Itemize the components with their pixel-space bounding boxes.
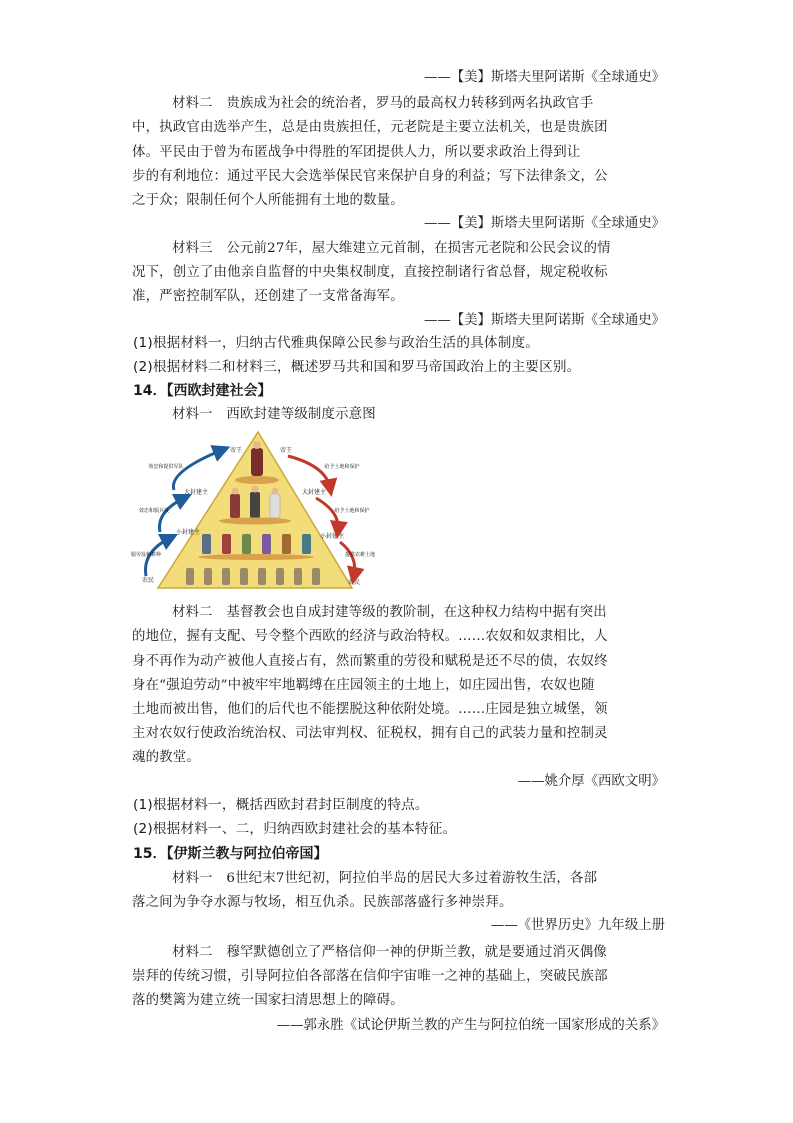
material-text-line: 落之间为争夺水源与牧场，相互仇杀。民族部落盛行多神崇拜。 <box>132 895 513 910</box>
tier-label: 帝王 <box>230 447 243 454</box>
source-citation: ——《世界历史》九年级上册 <box>490 918 665 933</box>
material-text-line: 准，严密控制军队，还创建了一支常备海军。 <box>132 289 404 304</box>
section-heading: 15．【伊斯兰教与阿拉伯帝国】 <box>133 846 328 862</box>
material-text-line: 主对农奴行使政治统治权、司法审判权、征税权，拥有自己的武装力量和控制灵 <box>132 726 608 741</box>
question-item: (1)根据材料一，概括西欧封君封臣制度的特点。 <box>133 797 429 813</box>
material-text-line: 的地位，握有支配、号令整个西欧的经济与政治特权。……农奴和奴隶相比，人 <box>132 629 608 644</box>
material-text-line: 土地而被出售，他们的后代也不能摆脱这种依附处境。……庄园是独立城堡，领 <box>132 702 608 717</box>
arrow-label: 服劳役和耕种 <box>130 552 162 558</box>
material-text-line: 身不再作为动产被他人直接占有，然而繁重的劳役和赋税是还不尽的债，农奴终 <box>132 654 608 669</box>
arrow-up-left <box>173 450 222 490</box>
source-citation: ——【美】斯塔夫里阿诺斯《全球通史》 <box>423 313 665 328</box>
arrow-label: 效忠和提供军队 <box>148 464 184 470</box>
source-citation: ——【美】斯塔夫里阿诺斯《全球通史》 <box>423 216 665 231</box>
source-citation: ——郭永胜《试论伊斯兰教的产生与阿拉伯统一国家形成的关系》 <box>276 1018 665 1033</box>
tier-label: 帝王 <box>280 447 293 454</box>
feudal-hierarchy-diagram <box>130 428 376 598</box>
material-text-line: 崇拜的传统习惯，引导阿拉伯各部落在信仰宇宙唯一之神的基础上，突破民族部 <box>132 969 608 984</box>
material-text-line: 步的有利地位：通过平民大会选举保民官来保护自身的利益；写下法律条文，公 <box>132 169 608 184</box>
arrow-down-right <box>316 498 338 530</box>
source-citation: ——【美】斯塔夫里阿诺斯《全球通史》 <box>423 70 665 85</box>
material-title: 材料一 西欧封建等级制度示意图 <box>172 407 376 422</box>
tier-label: 大封建主 <box>302 489 327 496</box>
tier-label: 大封建主 <box>184 489 209 496</box>
tier-label: 农民 <box>348 579 361 586</box>
material-text-line: 材料三 公元前27年，屋大维建立元首制，在损害元老院和公民会议的情 <box>172 241 611 256</box>
source-citation: ——姚介厚《西欧文明》 <box>517 774 665 789</box>
question-item: (1)根据材料一，归纳古代雅典保障公民参与政治生活的具体制度。 <box>133 335 540 351</box>
arrow-label: 给予土地和保护 <box>334 508 370 514</box>
arrow-up-left <box>160 498 185 532</box>
material-text-line: 材料二 基督教会也自成封建等级的教阶制，在这种权力结构中据有突出 <box>172 605 607 620</box>
material-text-line: 材料二 穆罕默德创立了严格信仰一神的伊斯兰教，就是要通过消灭偶像 <box>172 945 607 960</box>
arrow-label: 效忠和服兵役 <box>138 508 170 514</box>
arrow-down-right <box>288 456 330 488</box>
material-text-line: 材料二 贵族成为社会的统治者，罗马的最高权力转移到两名执政官手 <box>172 96 594 111</box>
material-text-line: 魂的教堂。 <box>132 750 200 765</box>
section-heading: 14．【西欧封建社会】 <box>133 383 272 399</box>
question-item: (2)根据材料一、二，归纳西欧封建社会的基本特征。 <box>133 821 457 837</box>
material-text-line: 体。平民由于曾为布匿战争中得胜的军团提供人力，所以要求政治上得到让 <box>132 145 581 160</box>
material-text-line: 中，执政官由选举产生，总是由贵族担任，元老院是主要立法机关，也是贵族团 <box>132 120 608 135</box>
material-text-line: 落的樊篱为建立统一国家扫清思想上的障碍。 <box>132 993 404 1008</box>
material-text-line: 况下，创立了由他亲自监督的中央集权制度，直接控制诸行省总督，规定税收标 <box>132 265 608 280</box>
arrow-label: 提供农耕土地 <box>344 552 376 558</box>
tier-label: 小封建主 <box>320 533 345 540</box>
arrow-label: 给予土地和保护 <box>324 464 360 470</box>
tier-label: 小封建主 <box>176 529 201 536</box>
tier-label: 农民 <box>142 577 155 584</box>
material-text-line: 材料一 6世纪末7世纪初，阿拉伯半岛的居民大多过着游牧生活，各部 <box>172 871 598 886</box>
material-text-line: 之于众；限制任何个人所能拥有土地的数量。 <box>132 193 404 208</box>
material-text-line: 身在“强迫劳动”中被牢牢地羁缚在庄园领主的土地上，如庄园出售，农奴也随 <box>132 678 595 693</box>
question-item: (2)根据材料二和材料三，概述罗马共和国和罗马帝国政治上的主要区别。 <box>133 359 581 375</box>
